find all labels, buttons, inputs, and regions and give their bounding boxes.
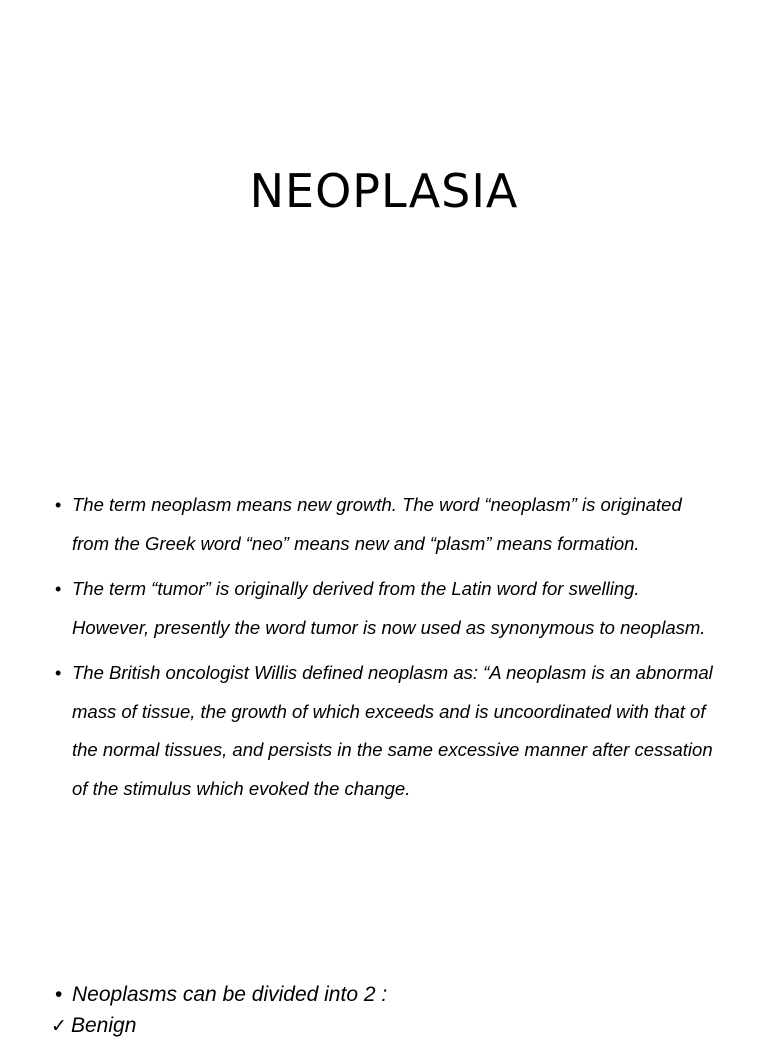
list-item — [55, 570, 715, 647]
list-item — [55, 486, 715, 563]
bullet-icon: • — [55, 495, 62, 515]
list-item — [55, 654, 715, 808]
definition-list — [55, 486, 715, 815]
list-item-text: The British oncologist Willis defined neoplasm as: “A neoplasm is an abnormal mass of tissue, the growth of which exceeds and is uncoordinated with that of the normal tissues, and persists in the same excessive manner after cessation of the stimulus which evoked the change. — [72, 662, 713, 799]
page-title: NEOPLASIA — [249, 164, 519, 218]
list-item-text: The term “tumor” is originally derived from the Latin word for swelling. However, presently the word tumor is now used as synonymous to neoplasm. — [72, 578, 706, 638]
classification-intro-text: Neoplasms can be divided into 2 : — [72, 983, 388, 1006]
classification-item-text: Benign — [71, 1014, 137, 1037]
list-item-text: The term neoplasm means new growth. The word “neoplasm” is originated from the Greek word “neo” means new and “plasm” means formation. — [72, 494, 682, 554]
classification-intro — [55, 978, 715, 1012]
classification-section — [51, 978, 715, 1040]
bullet-icon: • — [55, 663, 62, 683]
checkmark-icon: ✓ — [51, 1015, 67, 1037]
bullet-icon: • — [55, 983, 63, 1006]
classification-item — [51, 1012, 715, 1040]
bullet-icon: • — [55, 579, 62, 599]
